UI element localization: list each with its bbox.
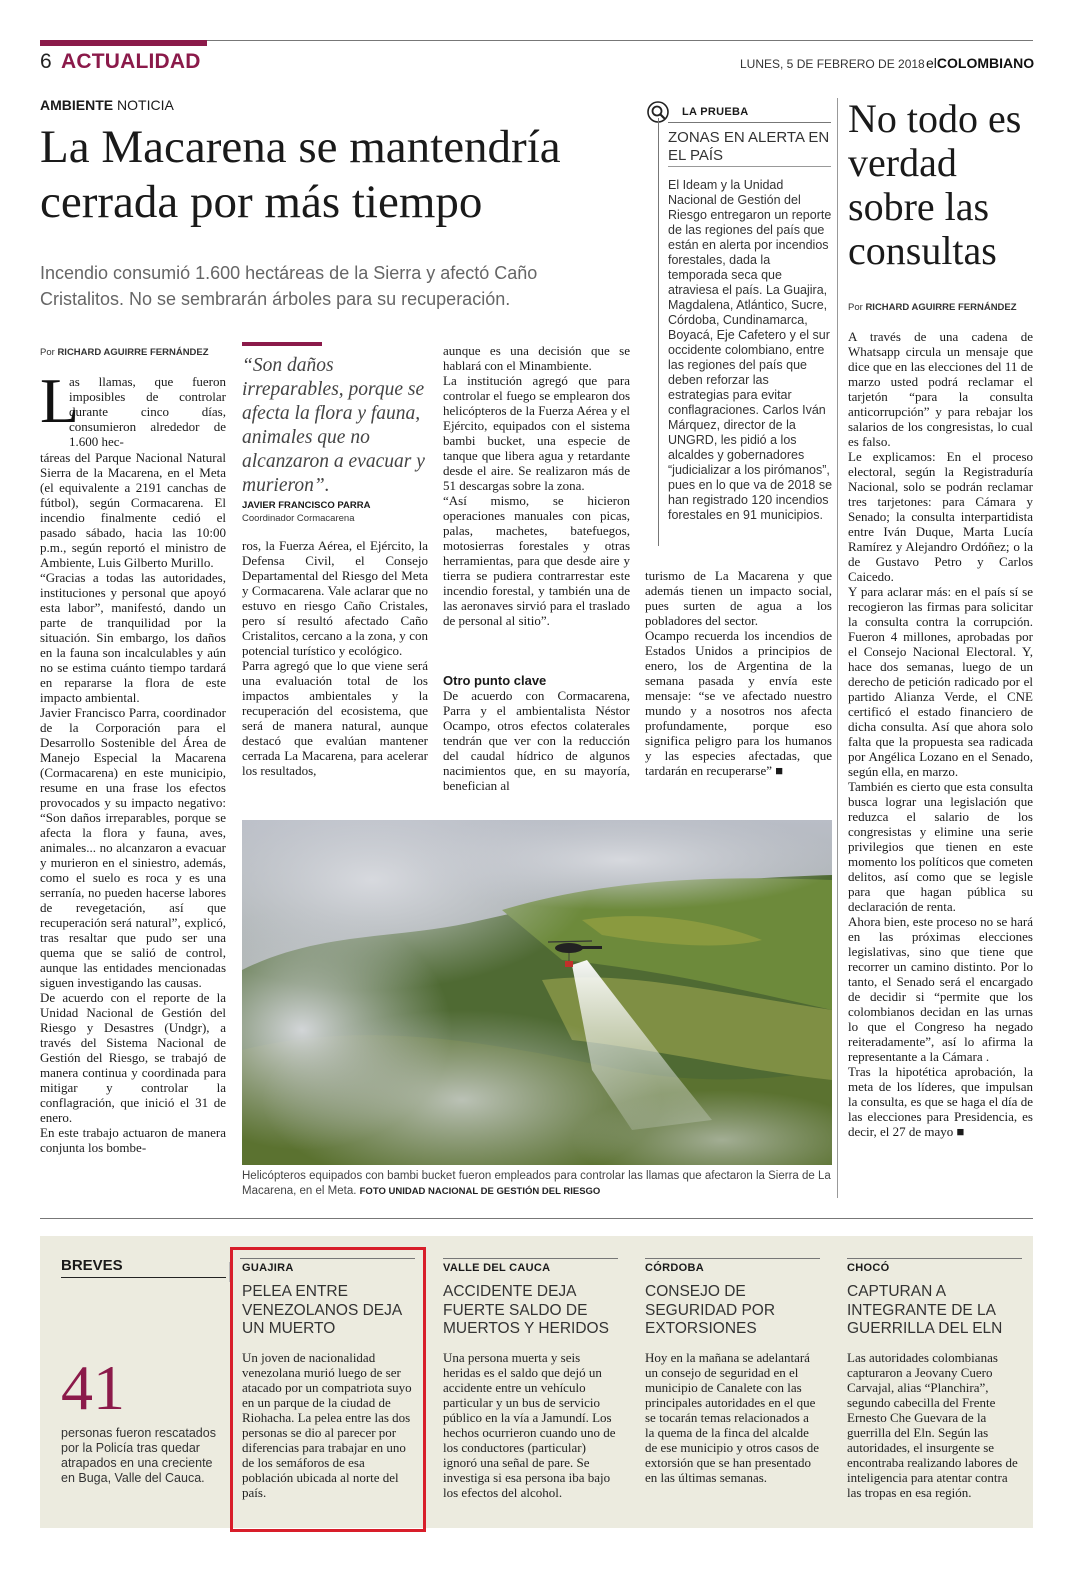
brief-rule <box>443 1258 618 1259</box>
byline-prefix: Por <box>40 347 58 358</box>
main-byline <box>40 347 209 358</box>
article-column-4: turismo de La Macarena y que además tienen un impacto social, pues surten de agua a los pobladores del sector. Ocampo recuerda los incendios de Estados Unidos a principios de enero, los de Argentina de la semana pasada y envía este mensaje: “se ve afectado nuestro mundo y a nosotros nos afecta profundamente, porque eso significa peligro para los humanos y las especies afectadas, que tardarán en recuperarse” ■ <box>645 568 832 778</box>
page-number: 6 <box>40 50 52 73</box>
issue-date: LUNES, 5 DE FEBRERO DE 2018 <box>740 57 925 71</box>
side-byline-prefix: Por <box>848 302 866 313</box>
brief-headline: PELEA ENTRE VENEZOLANOS DEJA UN MUERTO <box>242 1283 402 1337</box>
breves-title-rule <box>61 1277 226 1278</box>
brief-rule <box>645 1258 820 1259</box>
brief-location: VALLE DEL CAUCA <box>443 1262 551 1274</box>
section-title: ACTUALIDAD <box>61 50 201 73</box>
newspaper-brand <box>926 55 1034 71</box>
side-byline-author: RICHARD AGUIRRE FERNÁNDEZ <box>865 302 1017 313</box>
column-divider <box>837 98 838 1198</box>
article-column-3-continued: De acuerdo con Cormacarena, Parra y el ambientalista Néstor Ocampo, otros efectos colaterales tendrán que ver con la reducción del caudal hídrico de algunos nacimientos que, en su mayoría, benefician al <box>443 688 630 793</box>
main-subheadline: Incendio consumió 1.600 hectáreas de la Sierra y afectó Caño Cristalitos. No se sembrarán árboles para su recuperación. <box>40 263 538 309</box>
sidebar-title-rule <box>668 166 831 167</box>
breves-title: BREVES <box>61 1257 123 1274</box>
sidebar-top-rule <box>668 122 831 123</box>
brand-name: COLOMBIANO <box>936 55 1035 71</box>
article-kicker <box>40 97 174 113</box>
brief-location: CÓRDOBA <box>645 1262 704 1274</box>
sidebar-body: El Ideam y la Unidad Nacional de Gestión del Riesgo entregaron un reporte de las regiones del país que están en alerta por incendios forestales, dada la temporada seca que atraviesa el país. La Guajira, Magdalena, Atlántico, Sucre, Córdoba, Cundinamarca, Boyacá, Eje Cafetero y el sur occidente colombiano, entre las regiones del país que deben reforzar las estrategias para evitar conflagraciones. Carlos Iván Márquez, director de la UNGRD, les pidió a los alcaldes y gobernadores “judicializar a los pirómanos”, pues en lo que va de 2018 se han registrado 120 incendios forestales en 91 municipios. <box>668 178 833 522</box>
brief-body: Un joven de nacionalidad venezolana murió luego de ser atacado por un compatriota suyo en un parque de la ciudad de Riohacha. La pelea entre las dos personas se dio al parecer por diferencias para trabajar en uno de los semáforos de esa población ubicada al norte del país. <box>242 1350 412 1500</box>
brief-headline: ACCIDENTE DEJA FUERTE SALDO DE MUERTOS Y HERIDOS <box>443 1283 609 1337</box>
byline-author: RICHARD AGUIRRE FERNÁNDEZ <box>57 347 209 358</box>
side-byline <box>848 302 1017 313</box>
breves-stat-text: personas fueron rescatados por la Policía tras quedar atrapados en una creciente en Buga, Valle del Cauca. <box>61 1426 216 1485</box>
sidebar-vertical-rule <box>658 118 659 546</box>
side-article-body: A través de una cadena de Whatsapp circula un mensaje que dice que en las elecciones del 11 de marzo usted podrá reclamar el tarjetón “para la consulta anticorrupción” y para rebajar los salarios de los congresistas, lo cual es falso. Le explicamos: En el proceso electoral, según la Registraduría Nacional, solo se podrán reclamar tres tarjetones: para Cámara y Senado; la consulta interpartidista entre Iván Duque, Marta Lucía Ramírez y Alejandro Ordóñez; o la de Gustavo Petro y Carlos Caicedo. Y para aclarar más: en el país sí se recogieron las firmas para solicitar la consulta contra la corrupción. Fueron 4 millones, aprobadas por el Consejo Nacional Electoral. Y, hace dos semanas, luego de un derecho de petición radicado por el partido Alianza Verde, el CNE certificó el estado financiero de dicha consulta. Así que ahora solo falta que la propuesta sea radicada por Angélica Lozano en el Senado, según ella, en marzo. También es cierto que esta consulta busca lograr una legislación que reduzca el salario de los congresistas y elimine una serie privilegios que tienen en este momento los políticos que cometen delitos, así como que se legisle para que hagan pública su declaración de renta. Ahora bien, este proceso no se hará en las próximas elecciones legislativas, sino que tiene que recorrer un camino distinto. Por lo tanto, el Senado será el encargado de decidir si “permite que los colombianos decidan en las urnas lo que el Congreso ha negado reiteradamente”, así lo afirma la representante a la Cámara . Tras la hipotética aprobación, la meta de los líderes, que impulsan la consulta, es que se haga el día de las elecciones para Presidencia, es decir, el 27 de mayo ■ <box>848 329 1033 1139</box>
article-column-2: ros, la Fuerza Aérea, el Ejército, la Defensa Civil, el Consejo Departamental del Riesgo del Meta y Cormacarena. Vale aclarar que no estuvo en riesgo Caño Cristales, pero sí resultó afectado Caño Cristalitos, cercano a la zona, y con potencial turístico y ecológico. Parra agregó que lo que viene será una evaluación total de los impactos ambientales y la recuperación del ecosistema, que será de manera natural, aunque destacó que evalúan mantener cerrada La Macarena, para acelerar los resultados, <box>242 538 428 778</box>
article-column-3: aunque es una decisión que se hablará con el Minambiente. La institución agregó que para controlar el fuego se emplearon dos helicópteros de la Fuerza Aérea y el Ejército, equipados con el sistema bambi bucket, una especie de tanque que libera agua y retardante desde el aire. Se realizaron más de 51 descargas sobre la zona. “Así mismo, se hicieron operaciones manuales con picas, palas, machetes, batefuegos, motosierras forestales y otras herramientas, para que desde aire y tierra se pudiera contrarrestar este incendio forestal, y también una de las aeronaves sirvió para el traslado de personal al sitio”. <box>443 343 630 628</box>
main-headline: La Macarena se mantendría cerrada por más tiempo <box>40 121 561 228</box>
article-column-1: táreas del Parque Nacional Natural Sierra de la Macarena, en el Meta (el equivalente a 2191 canchas de fútbol), según Cormacarena. El incendio finalmente cedió el pasado sábado, hacia las 10:00 p.m., según reportó el ministro de Ambiente, Luis Gilberto Murillo. “Gracias a todas las autoridades, instituciones y personal que apoyó esta labor”, manifestó, dando un parte de tranquilidad por la situación. Sin embargo, los daños en la fauna son incalculables y aún no se estima cuánto tiempo tardará en repararse la flora de este impacto ambiental. Javier Francisco Parra, coordinador de la Corporación para el Desarrollo Sostenible del Área de Manejo Especial la Macarena (Cormacarena) en este municipio, resume en una frase los efectos provocados y su impacto negativo: “Son daños irreparables, porque se afecta la flora y fauna, aves, animales... no alcanzaron a evacuar y murieron en el siniestro, además, como el suelo es roca y es una serranía, no pueden hacerse labores de revegetación, así que recuperación será natural”, explicó, tras resaltar que pudo ser una quema que se salió de control, aunque las entidades mencionadas siguen investigando las causas. De acuerdo con el reporte de la Unidad Nacional de Gestión del Riesgo y Desastres (Undgr), a través del Sistema Nacional de Gestión del Riesgo, se trabajó de manera continua y coordinada para mitigar y controlar la conflagración, que inició el 31 de enero. En este trabajo actuaron de manera conjunta los bombe- <box>40 450 226 1155</box>
brief-headline: CONSEJO DE SEGURIDAD POR EXTORSIONES <box>645 1283 776 1337</box>
photo-caption-text: Helicópteros equipados con bambi bucket fueron empleados para controlar las llamas que afectaron la Sierra de La Macarena, en el Meta. <box>242 1170 831 1197</box>
brief-body: Las autoridades colombianas capturaron a Jeovany Cuero Carvajal, alias “Planchira”, segundo cabecilla del Frente Ernesto Che Guevara de la guerrilla del Eln. Según las autoridades, el insurgente se encontraba realizando labores de inteligencia para atentar contra las tropas en esa región. <box>847 1350 1018 1500</box>
photo-credit: FOTO UNIDAD NACIONAL DE GESTIÓN DEL RIESGO <box>359 1186 601 1197</box>
brief-location: GUAJIRA <box>242 1262 294 1274</box>
breves-top-rule <box>40 1218 1033 1219</box>
article-subheading: Otro punto clave <box>443 673 547 688</box>
side-headline: No todo es verdad sobre las consultas <box>848 96 1022 273</box>
breves-stat-number: 41 <box>61 1352 125 1423</box>
brief-headline: CAPTURAN A INTEGRANTE DE LA GUERRILLA DEL ELN <box>847 1283 1003 1337</box>
brief-rule <box>847 1258 1022 1259</box>
kicker-category: AMBIENTE <box>40 97 114 113</box>
brand-prefix: el <box>926 55 937 71</box>
sidebar-title: ZONAS EN ALERTA EN EL PAÍS <box>668 129 830 164</box>
wildfire-photo <box>242 820 832 1165</box>
photo-caption <box>242 1169 832 1199</box>
drop-cap: L <box>40 365 80 436</box>
brief-body: Hoy en la mañana se adelantará un consejo de seguridad en el municipio de Canalete con las principales autoridades en el que se tocarán temas relacionados a la quema de la finca del alcalde de ese municipio y otros casos de extorsión que se han presentado en las últimas semanas. <box>645 1350 820 1485</box>
brief-location: CHOCÓ <box>847 1262 890 1274</box>
quote-accent-bar <box>242 342 322 346</box>
pull-quote-author: JAVIER FRANCISCO PARRA <box>242 500 371 511</box>
section-accent-bar <box>40 40 207 46</box>
article-column-1-lead: as llamas, que fueron imposibles de controlar durante cinco días, consumieron alrededor de 1.600 hec- <box>69 374 226 449</box>
kicker-type: NOTICIA <box>113 97 174 113</box>
pull-quote: “Son daños irreparables, porque se afecta la flora y fauna, animales que no alcanzaron a evacuar y murieron”. <box>242 355 425 496</box>
sidebar-kicker: LA PRUEBA <box>682 106 749 118</box>
brief-body: Una persona muerta y seis heridas es el saldo que dejó un accidente entre un vehículo particular y un bus de servicio público en la vía a Jamundí. Los hechos ocurrieron cuando uno de los conductores (particular) ignoró una señal de pare. Se investiga si esa persona iba bajo los efectos del alcohol. <box>443 1350 616 1500</box>
pull-quote-role: Coordinador Cormacarena <box>242 513 355 524</box>
highlight-box <box>230 1247 426 1532</box>
